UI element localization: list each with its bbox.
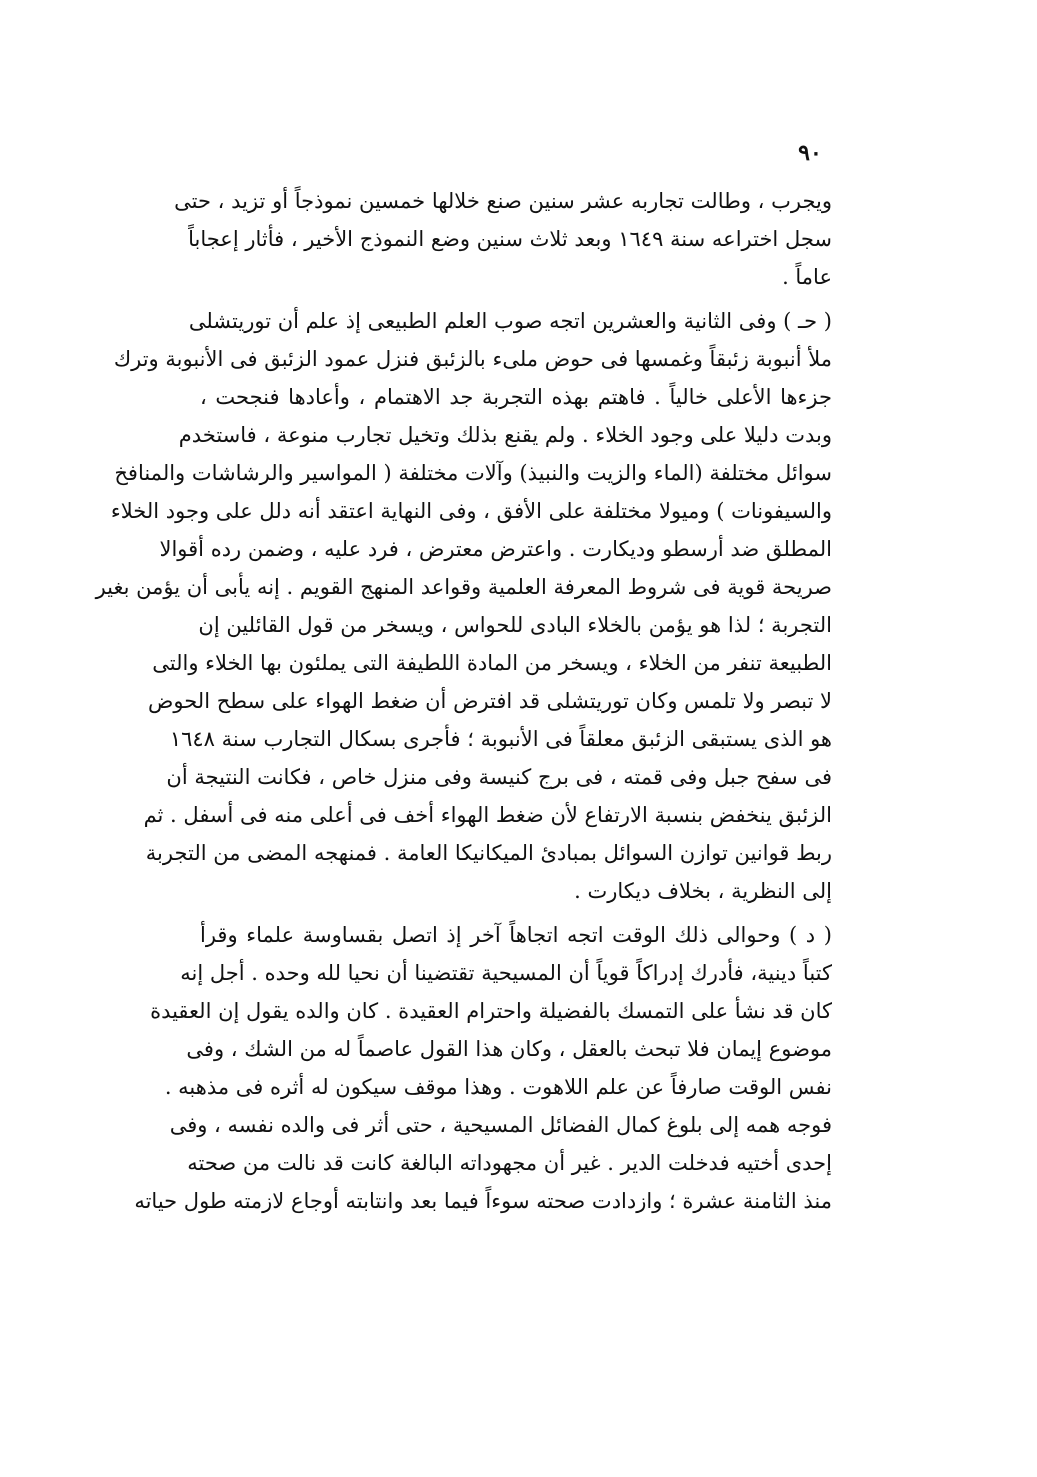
text-line: ملأ أنبوبة زئبقاً وغمسها فى حوض ملىء بالزئبق فنزل عمود الزئبق فى الأنبوبة وترك <box>113 347 832 371</box>
text-line: والسيفونات ) وميولا مختلفة على الأفق ، وفى النهاية اعتقد أنه دلل على وجود الخلاء <box>110 499 832 523</box>
text-line: كتباً دينية، فأدرك إدراكاً قوياً أن المسيحية تقتضينا أن نحيا لله وحده . أجل إنه <box>180 961 832 985</box>
text-line: ويجرب ، وطالت تجاربه عشر سنين صنع خلالها خمسين نموذجاً أو تزيد ، حتى <box>174 189 832 213</box>
text-line: جزءها الأعلى خالياً . فاهتم بهذه التجربة جد الاهتمام ، وأعادها فنجحت ، <box>200 385 832 409</box>
text-line: إلى النظرية ، بخلاف ديكارت . <box>574 879 832 903</box>
text-line: لا تبصر ولا تلمس وكان توريتشلى قد افترض أن ضغط الهواء على سطح الحوض <box>148 689 832 713</box>
text-line: فى سفح جبل وفى قمته ، فى برج كنيسة وفى منزل خاص ، فكانت النتيجة أن <box>166 765 832 789</box>
paragraph-2 <box>95 302 832 910</box>
text-line: فوجه همه إلى بلوغ كمال الفضائل المسيحية ، حتى أثر فى والده نفسه ، وفى <box>169 1113 832 1137</box>
text-line: الزئبق ينخفض بنسبة الارتفاع لأن ضغط الهواء أخف فى أعلى منه فى أسفل . ثم <box>143 803 832 827</box>
text-line: التجربة ؛ لذا هو يؤمن بالخلاء البادى للحواس ، ويسخر من قول القائلين إن <box>198 613 832 637</box>
body-text <box>95 182 832 1226</box>
text-line: وبدت دليلا على وجود الخلاء . ولم يقنع بذلك وتخيل تجارب منوعة ، فاستخدم <box>178 423 832 447</box>
text-line: إحدى أختيه فدخلت الدير . غير أن مجهوداته البالغة كانت قد نالت من صحته <box>187 1151 832 1175</box>
text-line: سوائل مختلفة (الماء والزيت والنبيذ) وآلات مختلفة ( المواسير والرشاشات والمنافخ <box>114 461 832 485</box>
page-number: ٩٠ <box>798 140 822 166</box>
text-line: نفس الوقت صارفاً عن علم اللاهوت . وهذا موقف سيكون له أثره فى مذهبه . <box>164 1075 832 1099</box>
text-line: موضوع إيمان فلا تبحث بالعقل ، وكان هذا القول عاصماً له من الشك ، وفى <box>186 1037 832 1061</box>
text-line: منذ الثامنة عشرة ؛ وازدادت صحته سوءاً فيما بعد وانتابته أوجاع لازمته طول حياته <box>134 1189 832 1213</box>
paragraph-3 <box>134 916 832 1220</box>
text-line: ( د ) وحوالى ذلك الوقت اتجه اتجاهاً آخر إذ اتصل بقساوسة علماء وقرأ <box>200 923 832 947</box>
text-line: المطلق ضد أرسطو وديكارت . واعترض معترض ، فرد عليه ، وضمن رده أقوالا <box>159 537 832 561</box>
text-line: ربط قوانين توازن السوائل بمبادئ الميكانيكا العامة . فمنهجه المضى من التجربة <box>145 841 832 865</box>
text-line: هو الذى يستبقى الزئبق معلقاً فى الأنبوبة ؛ فأجرى بسكال التجارب سنة ١٦٤٨ <box>169 727 832 751</box>
paragraph-1 <box>174 182 832 296</box>
text-line: كان قد نشأ على التمسك بالفضيلة واحترام العقيدة . كان والده يقول إن العقيدة <box>150 999 832 1023</box>
text-line: الطبيعة تنفر من الخلاء ، ويسخر من المادة اللطيفة التى يملئون بها الخلاء والتى <box>152 651 832 675</box>
text-line: ( حـ ) وفى الثانية والعشرين اتجه صوب العلم الطبيعى إذ علم أن توريتشلى <box>188 309 832 333</box>
text-line: سجل اختراعه سنة ١٦٤٩ وبعد ثلاث سنين وضع النموذج الأخير ، فأثار إعجاباً <box>188 227 832 251</box>
text-line: صريحة قوية فى شروط المعرفة العلمية وقواعد المنهج القويم . إنه يأبى أن يؤمن بغير <box>95 575 832 599</box>
text-line: عاماً . <box>782 265 832 289</box>
